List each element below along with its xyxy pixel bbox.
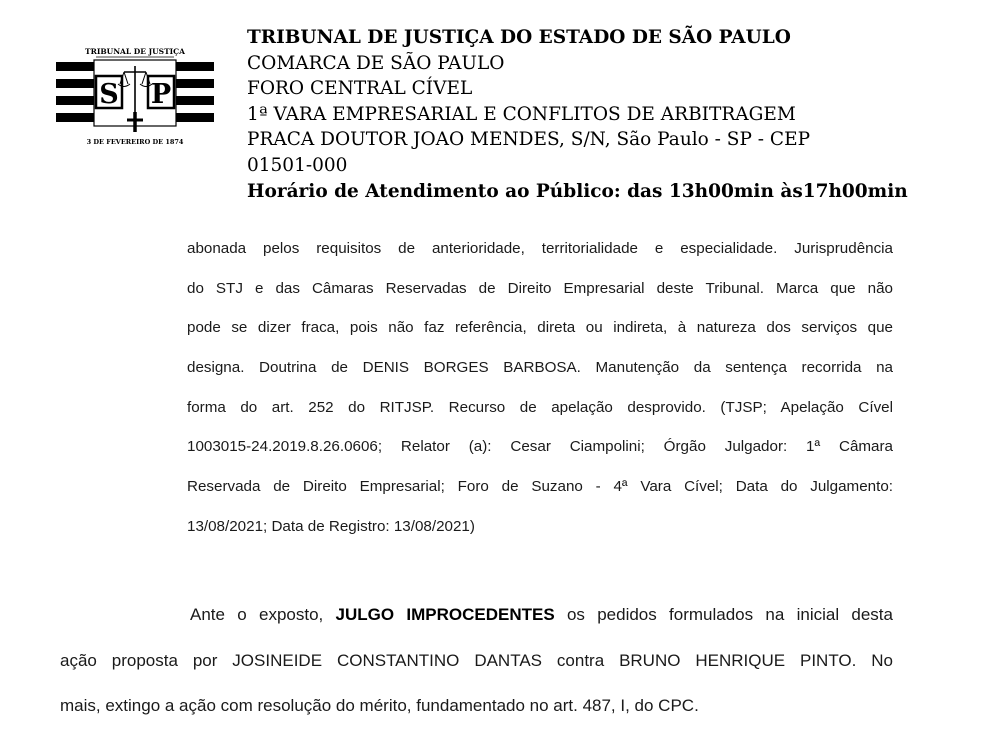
quote-line: 13/08/2021; Data de Registro: 13/08/2021) xyxy=(187,517,475,535)
ruling-verdict: JULGO IMPROCEDENTES xyxy=(335,605,555,624)
ruling-line-1 xyxy=(60,602,893,648)
district-name: COMARCA DE SÃO PAULO xyxy=(247,52,505,74)
jurisprudence-quote xyxy=(187,236,893,554)
chamber-name: 1ª VARA EMPRESARIAL E CONFLITOS DE ARBITRAGEM xyxy=(247,103,796,125)
public-hours: Horário de Atendimento ao Público: das 13h00min às17h00min xyxy=(247,180,908,202)
forum-name: FORO CENTRAL CÍVEL xyxy=(247,78,473,100)
letterhead xyxy=(247,25,937,204)
seal-bottom-text: 3 DE FEVEREIRO DE 1874 xyxy=(86,138,184,146)
ruling-line-3: mais, extingo a ação com resolução do mérito, fundamentado no art. 487, I, do CPC. xyxy=(60,696,699,715)
court-seal xyxy=(56,46,214,150)
quote-line: do STJ e das Câmaras Reservadas de Direito Empresarial deste Tribunal. Marca que não xyxy=(187,279,893,297)
quote-line: forma do art. 252 do RITJSP. Recurso de apelação desprovido. (TJSP; Apelação Cível xyxy=(187,398,893,416)
court-name: TRIBUNAL DE JUSTIÇA DO ESTADO DE SÃO PAULO xyxy=(247,27,791,48)
address-line-1: PRACA DOUTOR JOAO MENDES, S/N, São Paulo - SP - CEP xyxy=(247,129,811,151)
quote-line: Reservada de Direito Empresarial; Foro de Suzano - 4ª Vara Cível; Data do Julgamento: xyxy=(187,478,893,496)
seal-top-text: TRIBUNAL DE JUSTIÇA xyxy=(85,47,185,56)
quote-line: designa. Doutrina de DENIS BORGES BARBOSA. Manutenção da sentença recorrida na xyxy=(187,359,893,377)
address-line-2: 01501-000 xyxy=(247,154,348,176)
ruling-paragraph xyxy=(60,602,893,739)
quote-line: 1003015-24.2019.8.26.0606; Relator (a): Cesar Ciampolini; Órgão Julgador: 1ª Câmara xyxy=(187,438,893,456)
ruling-line-1-rest: os pedidos formulados na inicial desta xyxy=(554,605,893,624)
seal-letter-p: P xyxy=(150,79,172,110)
ruling-intro: Ante o exposto, xyxy=(190,605,336,624)
ruling-line-2: ação proposta por JOSINEIDE CONSTANTINO DANTAS contra BRUNO HENRIQUE PINTO. No xyxy=(60,650,893,670)
seal-letter-s: S xyxy=(99,79,119,110)
quote-line: pode se dizer fraca, pois não faz referência, direta ou indireta, à natureza dos serviços que xyxy=(187,319,893,337)
scales-of-justice-icon xyxy=(56,46,214,150)
quote-line: abonada pelos requisitos de anterioridade, territorialidade e especialidade. Jurisprudência xyxy=(187,240,893,257)
